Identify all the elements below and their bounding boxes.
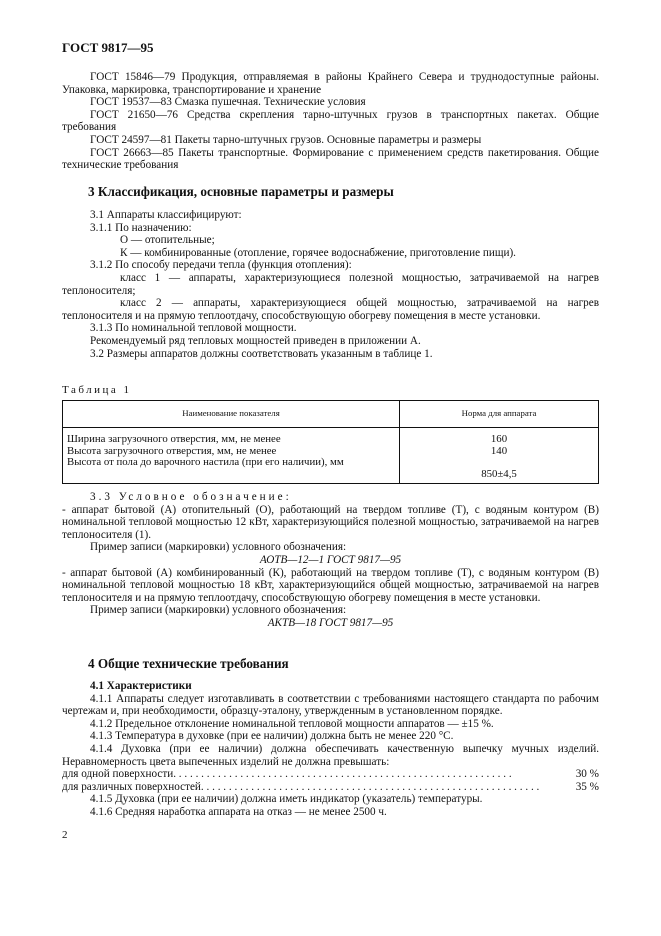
paragraph: 4.1.6 Средняя наработка аппарата на отказ — не менее 2500 ч. <box>90 805 387 818</box>
dotted-line-item <box>62 781 599 794</box>
reference-item: ГОСТ 15846—79 Продукция, отправляемая в районы Крайнего Севера и труднодоступные районы. Упаковка, маркировка, транспортирование и хранение <box>62 71 599 96</box>
reference-item: ГОСТ 26663—85 Пакеты транспортные. Формирование с применением средств пакетирования. Общие технические требования <box>62 146 599 172</box>
table-row-value: 140 <box>490 444 508 457</box>
reference-item: ГОСТ 19537—83 Смазка пушечная. Технические условия <box>90 96 366 109</box>
paragraph: 4.1.1 Аппараты следует изготавливать в соответствии с требованиями настоящего стандарта по рабочим чертежам и, при необходимости, образцу-эталону, утвержденным в установленном порядке. <box>62 692 599 718</box>
example-label: Пример записи (маркировки) условного обозначения: <box>90 604 347 617</box>
dot-leader: . . . . . . . . . . . . . . . . . . . . . . . . . . . . . . . . . . . . . . . . . . . . . . . . . . . . . . . . . . . . . <box>200 780 540 793</box>
paragraph: класс 2 — аппараты, характеризующиеся общей мощностью, затрачиваемой на нагрев теплоносителя и на прямую теплоотдачу, способствующую обогреву помещения в месте установки. <box>62 297 599 322</box>
reference-item: ГОСТ 24597—81 Пакеты тарно-штучных грузов. Основные параметры и размеры <box>90 133 482 146</box>
table-row-name: Высота от пола до варочного настила (при его наличии), мм <box>67 456 344 468</box>
table-row-name: Ширина загрузочного отверстия, мм, не менее <box>67 433 281 445</box>
table-header-norm: Норма для аппарата <box>400 401 599 428</box>
reference-item: ГОСТ 21650—76 Средства скрепления тарно-штучных грузов в транспортных пакетах. Общие требования <box>62 108 599 134</box>
example-designation: АОТВ—12—1 ГОСТ 9817—95 <box>259 553 402 566</box>
paragraph: - аппарат бытовой (А) комбинированный (К), работающий на твердом топливе (Т), с водяным контуром (В) номинальной тепловой мощностью 18 кВт, характеризующийся общей мощностью, затрачиваемой на нагрев теплоносителя и на прямую теплоотдачу, способствующую обогреву помещения в месте установки. <box>62 566 599 604</box>
paragraph: 3.1.3 По номинальной тепловой мощности. <box>90 322 297 335</box>
paragraph: 4.1.5 Духовка (при ее наличии) должна иметь индикатор (указатель) температуры. <box>90 793 483 806</box>
dotted-label: для различных поверхностей <box>62 780 201 793</box>
section-3-3 <box>62 491 599 630</box>
table-cell-names <box>63 428 400 484</box>
normative-references <box>62 71 599 172</box>
paragraph: 3.1.1 По назначению: <box>90 221 192 234</box>
paragraph: - аппарат бытовой (А) отопительный (О), работающий на твердом топливе (Т), с водяным контуром (В) номинальной тепловой мощностью 12 кВт, характеризующийся полезной мощностью, затрачиваемой на нагрев теплоносителя (1). <box>62 503 599 541</box>
example-designation: АКТВ—18 ГОСТ 9817—95 <box>267 616 394 629</box>
dotted-label: для одной поверхности <box>62 768 174 781</box>
page-number: 2 <box>62 829 68 841</box>
paragraph: О — отопительные; <box>120 234 215 247</box>
section-3-body <box>62 209 599 360</box>
table-header-indicator: Наименование показателя <box>63 401 400 428</box>
paragraph: 4.1.4 Духовка (при ее наличии) должна обеспечивать качественную выпечку мучных изделий. Неравномерность цвета выпеченных изделий не должна превышать: <box>62 742 599 768</box>
paragraph: 3.1.2 По способу передачи тепла (функция отопления): <box>90 259 352 272</box>
paragraph: К — комбинированные (отопление, горячее водоснабжение, приготовление пищи). <box>120 246 516 259</box>
subsection-title: 4.1 Характеристики <box>90 680 192 692</box>
paragraph: 4.1.2 Предельное отклонение номинальной тепловой мощности аппаратов — ±15 %. <box>90 717 494 730</box>
paragraph: 4.1.3 Температура в духовке (при ее наличии) должна быть не менее 220 °С. <box>90 730 454 743</box>
section-4-title: 4 Общие технические требования <box>88 656 289 671</box>
paragraph: 3.1 Аппараты классифицируют: <box>90 209 242 221</box>
table-row-value: 850±4,5 <box>481 467 517 480</box>
example-label: Пример записи (маркировки) условного обозначения: <box>90 541 347 554</box>
dotted-value: 35 % <box>575 780 599 793</box>
document-header: ГОСТ 9817—95 <box>62 40 154 55</box>
paragraph: класс 1 — аппараты, характеризующиеся полезной мощностью, затрачиваемой на нагрев теплоносителя; <box>62 271 599 297</box>
table-1 <box>62 400 599 484</box>
dot-leader: . . . . . . . . . . . . . . . . . . . . . . . . . . . . . . . . . . . . . . . . . . . . . . . . . . . . . . . . . . . . . <box>173 768 512 781</box>
dotted-value: 30 % <box>575 768 599 781</box>
paragraph-heading: 3.3 Условное обозначение: <box>90 491 292 503</box>
table-caption: Таблица 1 <box>62 384 132 396</box>
paragraph: 3.2 Размеры аппаратов должны соответствовать указанным в таблице 1. <box>90 347 433 360</box>
table-row-name: Высота загрузочного отверстия, мм, не менее <box>67 444 277 457</box>
paragraph: Рекомендуемый ряд тепловых мощностей приведен в приложении А. <box>90 334 421 347</box>
dotted-line-item <box>62 768 599 781</box>
section-4-body <box>62 680 599 819</box>
section-3-title: 3 Классификация, основные параметры и размеры <box>88 184 394 199</box>
table-cell-values <box>400 428 599 484</box>
table-row-value: 160 <box>490 433 508 445</box>
